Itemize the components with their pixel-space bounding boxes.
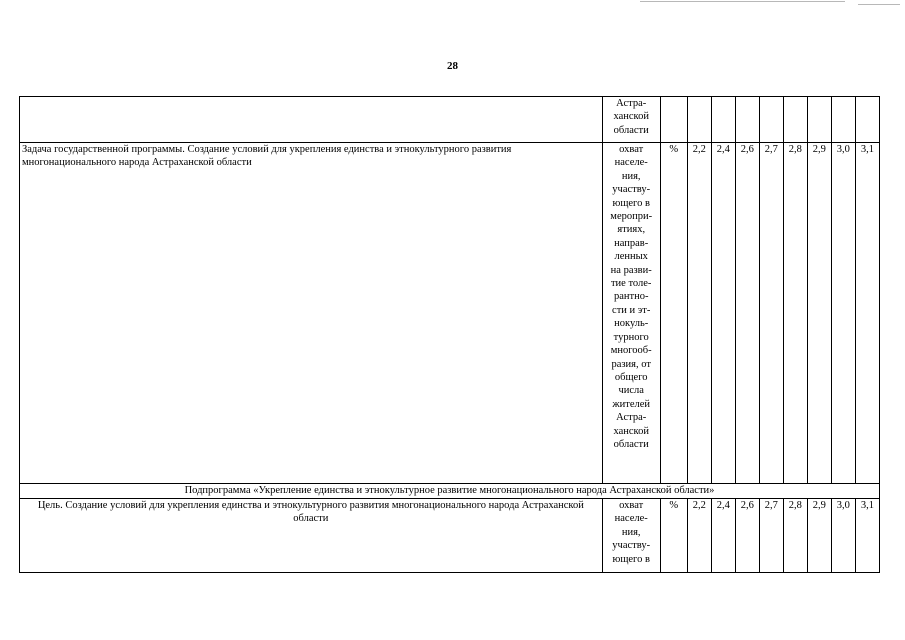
value-cell: 2,9: [807, 499, 831, 573]
indicator-line: меропри-: [610, 211, 653, 223]
value-cell: [759, 97, 783, 143]
value-cell: 2,2: [687, 143, 711, 484]
unit-cell: [660, 97, 687, 143]
value-cell: 2,2: [687, 499, 711, 573]
indicator-line: числа: [618, 385, 644, 397]
indicator-line: жителей: [612, 398, 651, 410]
value-cell: [687, 97, 711, 143]
indicator-text: [605, 97, 658, 137]
indicator-line: ния,: [621, 526, 641, 538]
value-cell: 3,0: [831, 143, 855, 484]
scan-artifact-line: [858, 4, 900, 5]
indicator-line: нокуль-: [614, 318, 649, 330]
empty-name-cell: [20, 97, 603, 143]
indicator-line: многооб-: [610, 345, 652, 357]
indicator-text: [605, 499, 658, 566]
indicator-line: населе-: [614, 157, 648, 169]
value-cell: 2,8: [783, 143, 807, 484]
indicator-text: [605, 143, 658, 451]
indicator-line: охват: [619, 144, 644, 155]
indicator-cell: [602, 499, 660, 573]
indicator-line: ющего в: [612, 197, 650, 209]
indicator-line: ленных: [614, 251, 648, 263]
indicator-line: ющего в: [612, 553, 650, 565]
value-cell: [807, 97, 831, 143]
indicator-cell: [602, 143, 660, 484]
goal-cell: [20, 499, 603, 573]
indicator-line: ятиях,: [617, 224, 646, 236]
value-cell: [855, 97, 879, 143]
value-cell: 3,1: [855, 143, 879, 484]
subprogram-title: Подпрограмма «Укрепление единства и этнокультурное развитие многонационального народа Астраханской области»: [20, 484, 880, 499]
indicator-line: участву-: [612, 184, 651, 196]
indicator-line: разия, от: [611, 358, 651, 370]
indicator-line: ханской: [613, 111, 649, 123]
unit-cell: %: [660, 143, 687, 484]
indicator-line: области: [613, 124, 649, 136]
value-cell: 3,0: [831, 499, 855, 573]
indicator-line: области: [613, 438, 649, 450]
task-cell: [20, 143, 603, 484]
goal-row: [20, 499, 880, 573]
indicator-line: направ-: [614, 237, 649, 249]
value-cell: [735, 97, 759, 143]
indicator-line: ния,: [621, 170, 641, 182]
subprogram-row: [20, 484, 880, 499]
indicator-line: ханской: [613, 425, 649, 437]
continuation-row: [20, 97, 880, 143]
value-cell: 2,4: [711, 143, 735, 484]
indicator-line: Астра-: [616, 412, 647, 424]
indicator-line: охват: [619, 500, 644, 511]
value-cell: 2,8: [783, 499, 807, 573]
value-cell: [783, 97, 807, 143]
value-cell: 2,6: [735, 143, 759, 484]
indicator-line: рантно-: [613, 291, 649, 303]
indicator-line: населе-: [614, 513, 648, 525]
value-cell: [831, 97, 855, 143]
value-cell: 2,6: [735, 499, 759, 573]
value-cell: [711, 97, 735, 143]
value-cell: 3,1: [855, 499, 879, 573]
task-text: Задача государственной программы. Создание условий для укрепления единства и этнокультурного развития многонационального народа Астраханской области: [22, 144, 512, 169]
unit-cell: %: [660, 499, 687, 573]
value-cell: 2,9: [807, 143, 831, 484]
indicator-line: участву-: [612, 540, 651, 552]
indicators-table: [19, 96, 880, 573]
indicator-cell: [602, 97, 660, 143]
value-cell: 2,7: [759, 143, 783, 484]
indicator-line: сти и эт-: [612, 304, 651, 316]
task-row: [20, 143, 880, 484]
page-number: 28: [447, 60, 458, 72]
indicator-line: турного: [613, 331, 649, 343]
indicator-line: общего: [614, 371, 648, 383]
goal-text: Цель. Создание условий для укрепления единства и этнокультурного развития многонационального народа Астраханской области: [37, 500, 584, 525]
value-cell: 2,7: [759, 499, 783, 573]
scan-artifact-line: [640, 1, 845, 2]
indicator-line: тие толе-: [610, 278, 652, 290]
indicator-line: на разви-: [610, 264, 652, 276]
indicator-line: Астра-: [616, 98, 647, 109]
value-cell: 2,4: [711, 499, 735, 573]
